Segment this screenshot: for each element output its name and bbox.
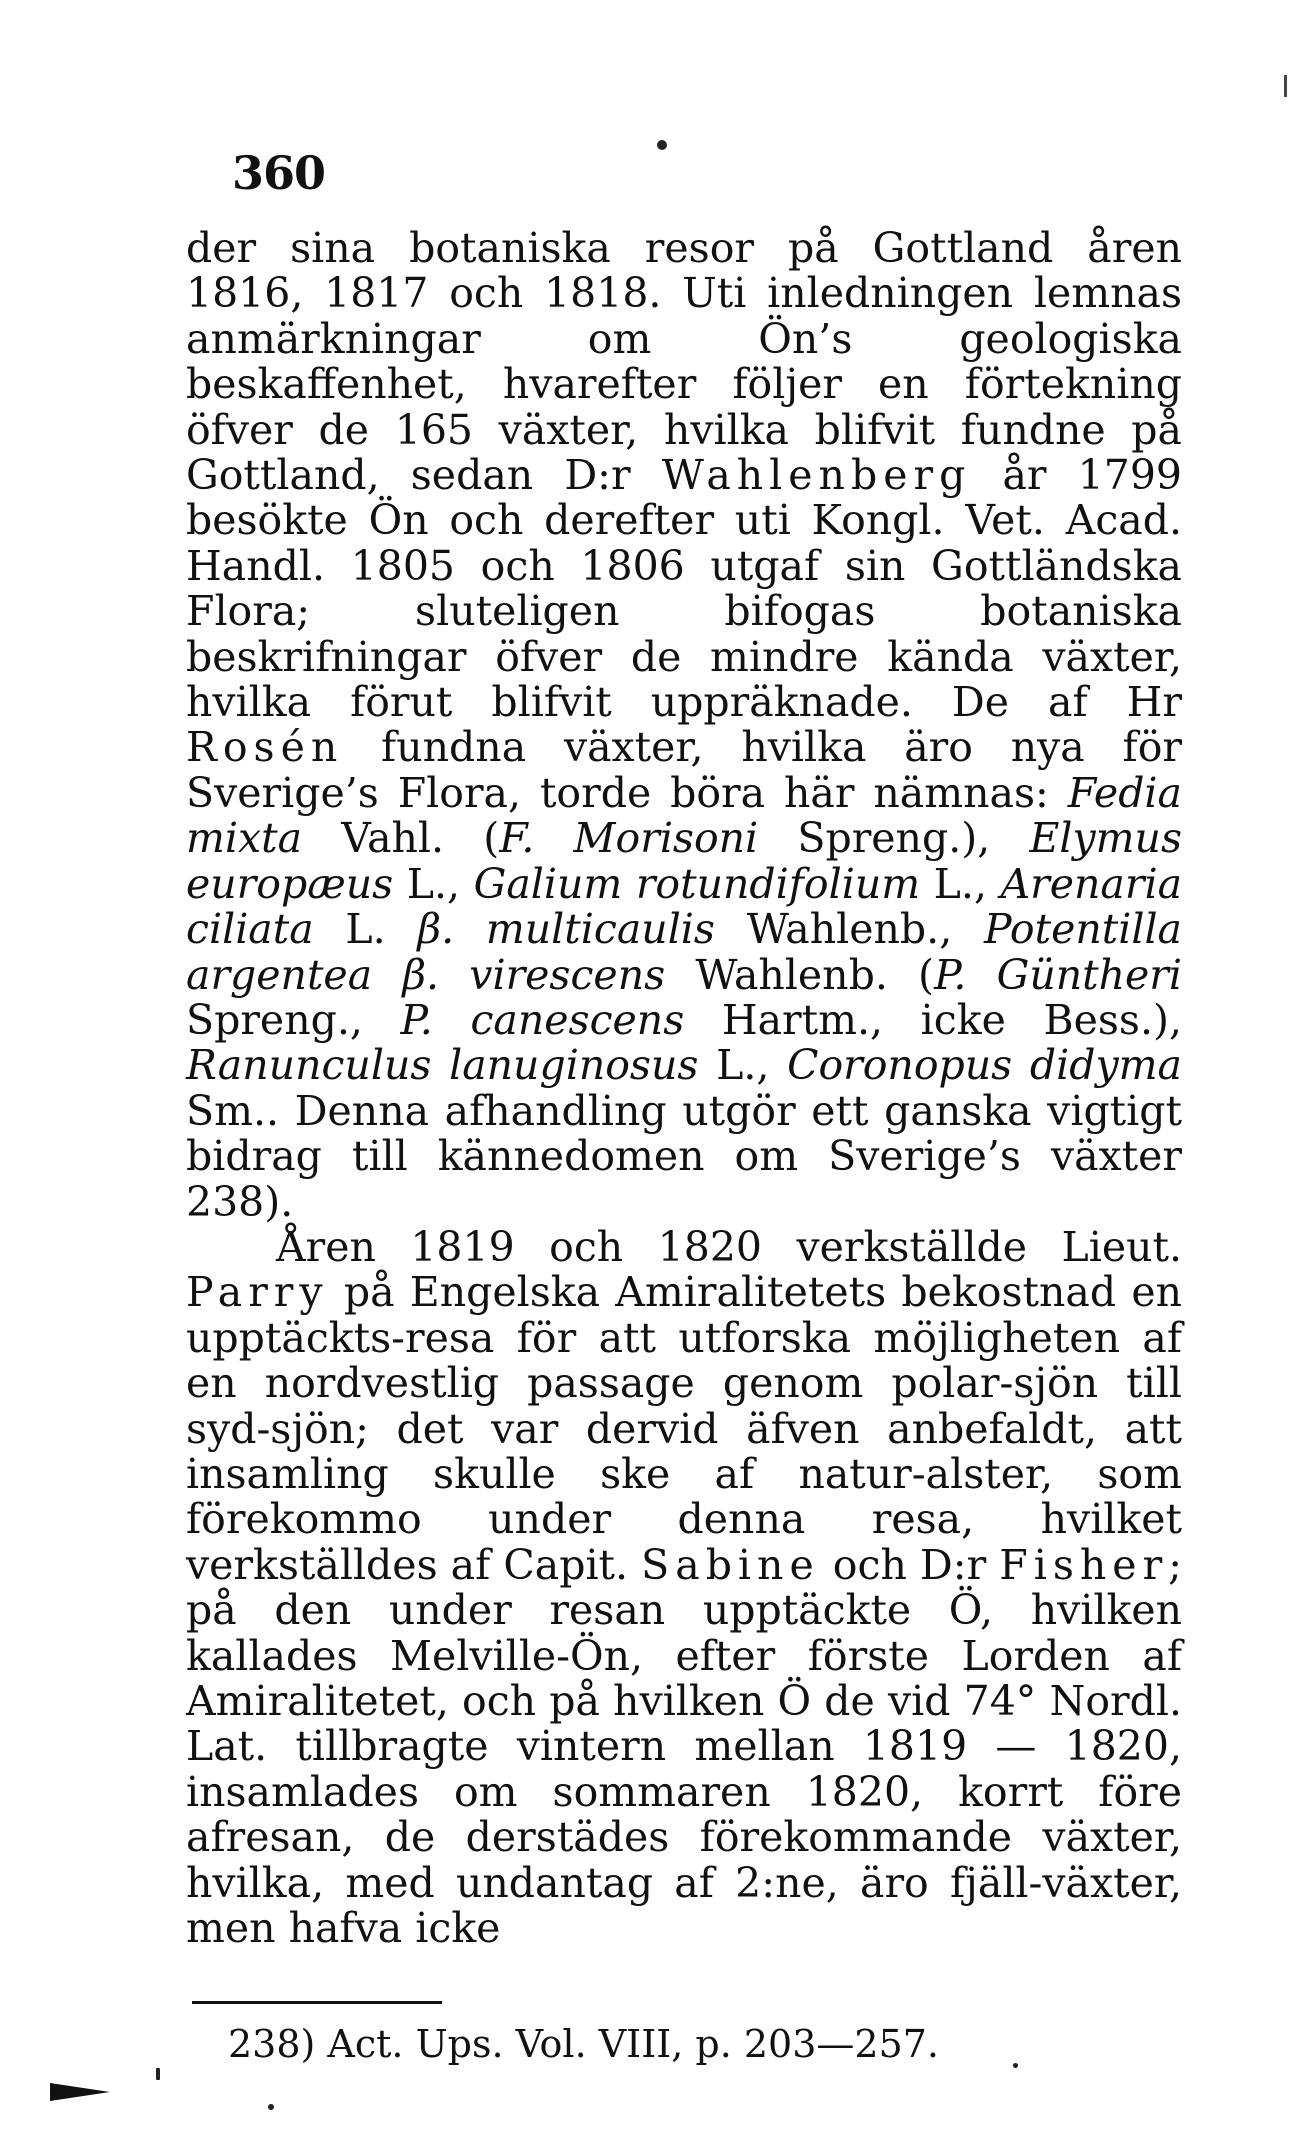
text-run: Åren 1819 och 1820 verkställde Lieut. bbox=[276, 1222, 1182, 1271]
ink-speck bbox=[657, 140, 667, 150]
text-run: der sina botaniska resor på Gottland åren 1816, 1817 och 1818. Uti inledningen lemnas anmärkningar om Ön’s geologiska beskaffenhet, hvarefter följer en förtekning öfver de 165 växter, hvilka blifvit fundne på Gottland, sedan D:r bbox=[186, 224, 1182, 500]
person-name: Fisher bbox=[999, 1540, 1169, 1589]
text-run: L., bbox=[393, 859, 474, 908]
text-run: och D:r bbox=[819, 1540, 1000, 1589]
species-name: P. canescens bbox=[400, 995, 685, 1044]
text-run: Spreng.), bbox=[758, 814, 1030, 863]
species-name: F. Morisoni bbox=[499, 814, 759, 863]
footnote-divider bbox=[192, 2001, 442, 2004]
body-text bbox=[186, 226, 1182, 1951]
species-name: Galium rotundifolium bbox=[473, 859, 921, 908]
page-number: 360 bbox=[232, 146, 326, 200]
species-name: P. Güntheri bbox=[934, 950, 1183, 999]
ink-speck bbox=[268, 2104, 274, 2110]
person-name: Rosén bbox=[186, 723, 344, 772]
paragraph-1 bbox=[186, 226, 1182, 1225]
page-edge-mark bbox=[1284, 75, 1287, 97]
text-run: år 1799 besökte Ön och derefter uti Kongl. Vet. Acad. Handl. 1805 och 1806 utgaf sin Gottländska Flora; sluteligen bifogas botaniska beskrifningar öfver de mindre kända växter, hvilka förut blifvit uppräknade. De af Hr bbox=[186, 451, 1182, 727]
ink-speck bbox=[1013, 2063, 1018, 2068]
text-run: fundna växter, hvilka äro nya för Sverige’s Flora, torde böra här nämnas: bbox=[186, 723, 1182, 817]
paragraph-2 bbox=[186, 1222, 1182, 1953]
species-name: Coronopus didyma bbox=[787, 1041, 1182, 1090]
text-run: L. bbox=[313, 905, 418, 954]
text-run: på Engelska Amiralitetets bekostnad en upptäckts-resa för att utforska möjligheten af en nordvestlig passage genom polar-sjön till syd-sjön; det var dervid äfven anbefaldt, att insamling skulle ske af natur-alster, som förekommo under denna resa, hvilket verkställdes af Capit. bbox=[186, 1268, 1182, 1589]
text-run: Spreng., bbox=[186, 995, 401, 1044]
text-run: L., bbox=[698, 1041, 788, 1090]
person-name: Wahlenberg bbox=[661, 451, 972, 500]
ink-speck bbox=[156, 2068, 160, 2080]
footnote: 238) Act. Ups. Vol. VIII, p. 203—257. bbox=[228, 2022, 939, 2066]
text-run: ; på den under resan upptäckte Ö, hvilken kallades Melville-Ön, efter förste Lorden af Amiralitetet, och på hvilken Ö de vid 74° Nordl. Lat. tillbragte vintern mellan 1819 — 1820, insamlades om sommaren 1820, korrt före afresan, de derstädes förekommande växter, hvilka, med undantag af 2:ne, äro fjäll-växter, men hafva icke bbox=[186, 1540, 1182, 1953]
text-run: Wahlenb. ( bbox=[665, 950, 935, 999]
person-name: Parry bbox=[186, 1268, 329, 1317]
species-name: β. multicaulis bbox=[417, 905, 715, 954]
species-name: Arenaria ciliata bbox=[186, 859, 1183, 954]
species-name: Elymus europæus bbox=[186, 814, 1182, 908]
species-name: Potentilla argentea β. virescens bbox=[186, 905, 1182, 999]
text-run: Hartm., icke Bess.), bbox=[684, 995, 1182, 1044]
text-run: Vahl. ( bbox=[302, 814, 500, 863]
pointer-arrow-icon bbox=[50, 2083, 110, 2101]
person-name: Sabine bbox=[641, 1540, 820, 1589]
text-run: L., bbox=[920, 859, 1001, 908]
text-run: Sm.. Denna afhandling utgör ett ganska vigtigt bidrag till kännedomen om Sverige’s växter 238). bbox=[186, 1086, 1182, 1226]
species-name: Fedia mixta bbox=[186, 768, 1182, 863]
species-name: Ranunculus lanuginosus bbox=[186, 1041, 699, 1090]
text-run: Wahlenb., bbox=[714, 905, 984, 954]
